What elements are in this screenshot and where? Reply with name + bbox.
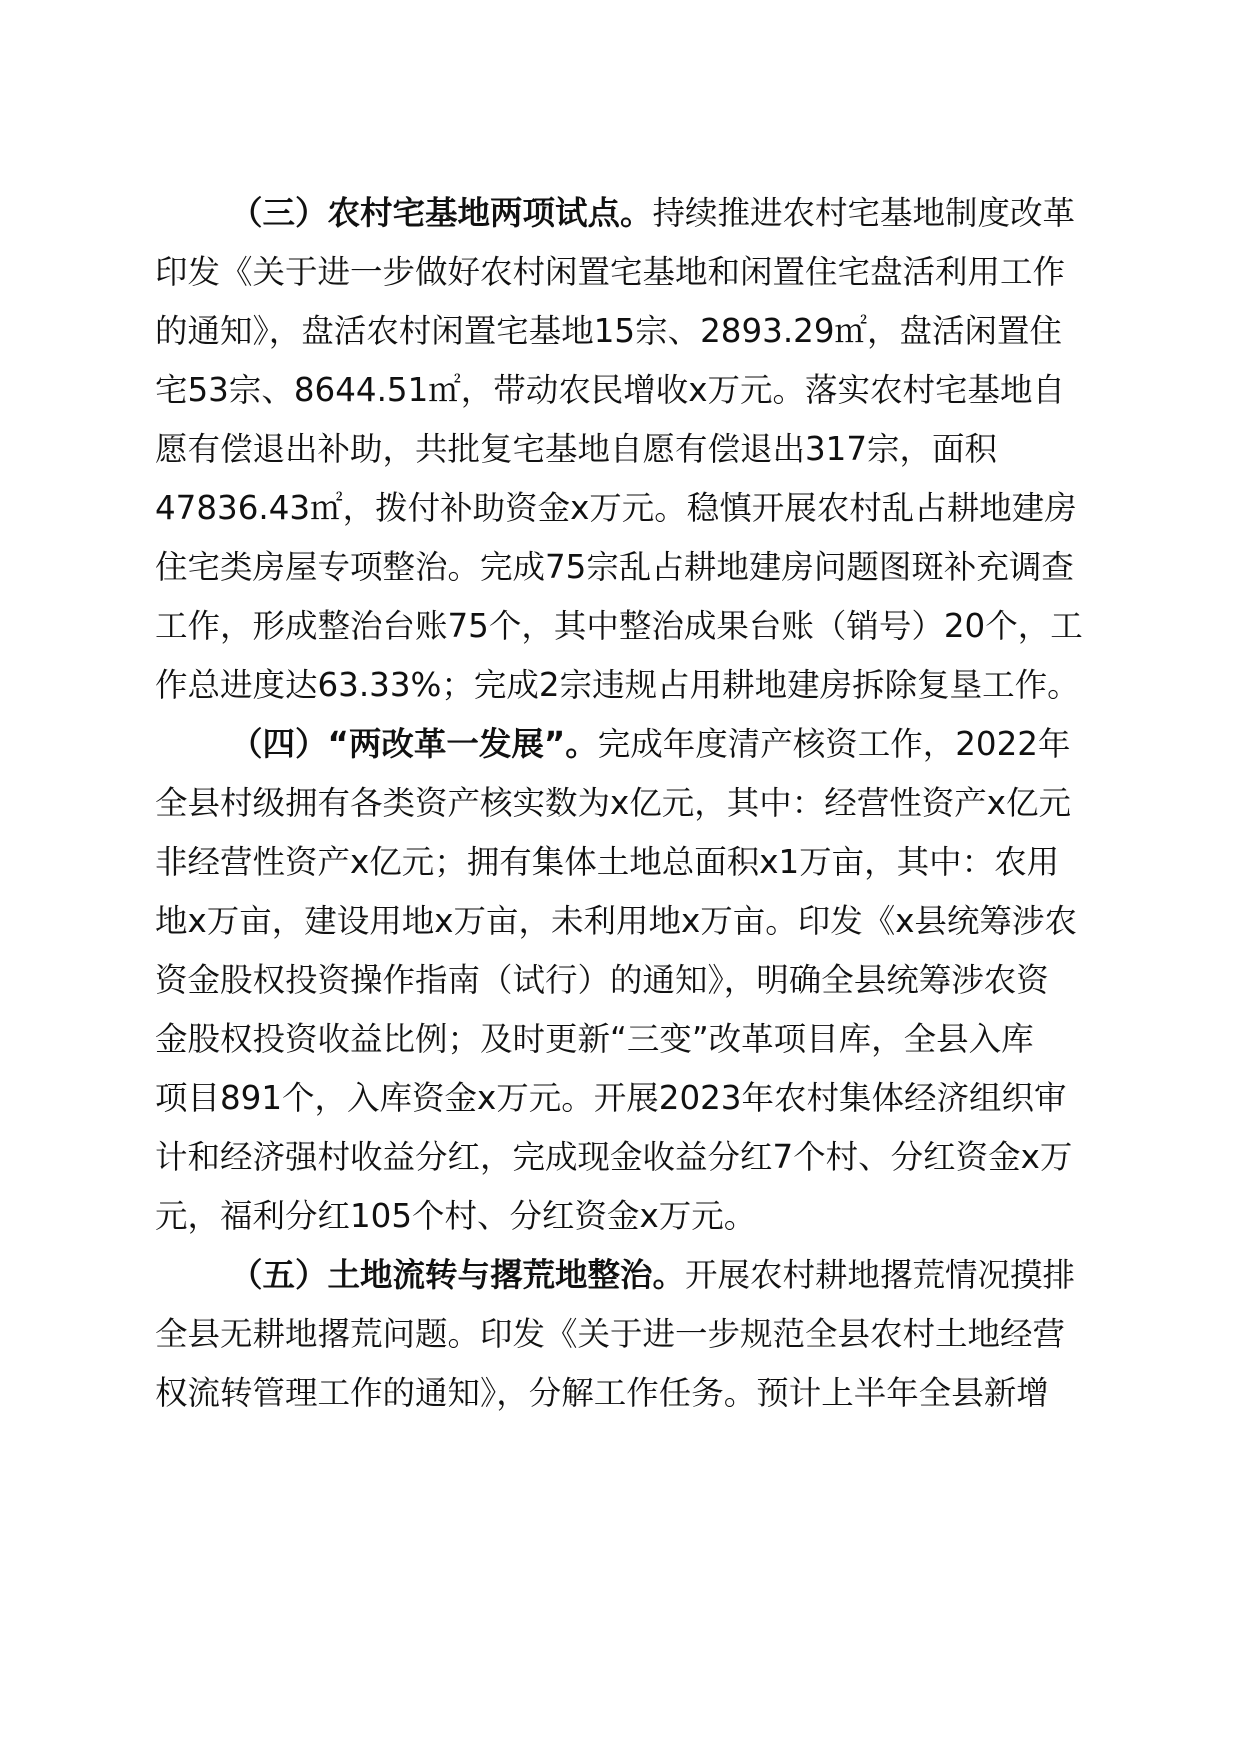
paragraph-line: 非经营性资产x亿元；拥有集体土地总面积x1万亩，其中：农用 (155, 843, 1060, 881)
paragraph-3-line-1 (230, 183, 1075, 243)
paragraph-line: 金股权投资收益比例；及时更新“三变”改革项目库，全县入库 (155, 1020, 1034, 1058)
paragraph-line: 资金股权投资操作指南（试行）的通知》，明确全县统筹涉农资 (155, 961, 1049, 999)
paragraph-text: 开展农村耕地撂荒情况摸排 (685, 1256, 1076, 1294)
paragraph-line: 愿有偿退出补助，共批复宅基地自愿有偿退出317宗，面积 (155, 430, 998, 468)
section-heading-3: （三）农村宅基地两项试点。 (230, 194, 653, 232)
paragraph-line: 的通知》，盘活农村闲置宅基地15宗、2893.29㎡，盘活闲置住 (155, 312, 1063, 350)
paragraph-line: 地x万亩，建设用地x万亩，未利用地x万亩。印发《x县统筹涉农 (155, 902, 1077, 940)
section-heading-5: （五）土地流转与撂荒地整治。 (230, 1256, 686, 1294)
paragraph-line: 工作，形成整治台账75个，其中整治成果台账（销号）20个，工 (155, 607, 1083, 645)
paragraph-line: 元，福利分红105个村、分红资金x万元。 (155, 1197, 757, 1235)
paragraph-line: 印发《关于进一步做好农村闲置宅基地和闲置住宅盘活利用工作 (155, 253, 1066, 291)
paragraph-line: 全县村级拥有各类资产核实数为x亿元，其中：经营性资产x亿元 (155, 784, 1071, 822)
paragraph-text: 持续推进农村宅基地制度改革 (652, 194, 1076, 232)
paragraph-line: 项目891个，入库资金x万元。开展2023年农村集体经济组织审 (155, 1079, 1067, 1117)
paragraph-line: 全县无耕地撂荒问题。印发《关于进一步规范全县农村土地经营 (155, 1315, 1066, 1353)
paragraph-4-line-1 (230, 714, 1070, 774)
paragraph-5-line-1 (230, 1245, 1075, 1305)
paragraph-text: 完成年度清产核资工作，2022年 (597, 725, 1071, 763)
paragraph-line: 计和经济强村收益分红，完成现金收益分红7个村、分红资金x万 (155, 1138, 1073, 1176)
paragraph-line: 作总进度达63.33%；完成2宗违规占用耕地建房拆除复垦工作。 (155, 666, 1080, 704)
paragraph-line: 宅53宗、8644.51㎡，带动农民增收x万元。落实农村宅基地自 (155, 371, 1065, 409)
paragraph-line: 47836.43㎡，拨付补助资金x万元。稳慎开展农村乱占耕地建房 (155, 489, 1077, 527)
section-heading-4: （四）“两改革一发展”。 (230, 725, 598, 763)
paragraph-line: 住宅类房屋专项整治。完成75宗乱占耕地建房问题图斑补充调查 (155, 548, 1074, 586)
paragraph-line: 权流转管理工作的通知》，分解工作任务。预计上半年全县新增 (155, 1374, 1049, 1412)
